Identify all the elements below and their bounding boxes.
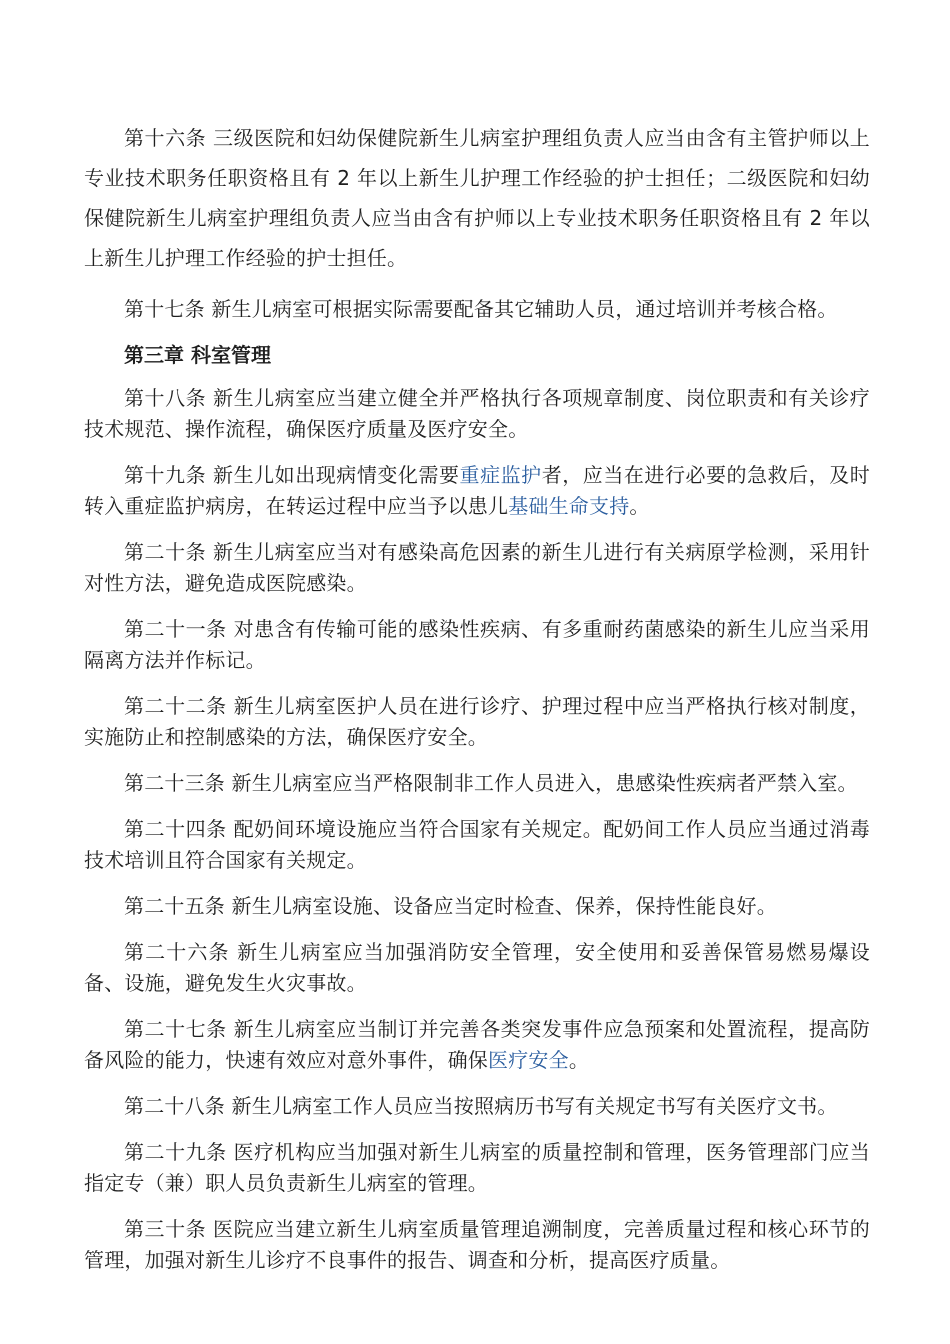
article-16: 第十六条 三级医院和妇幼保健院新生儿病室护理组负责人应当由含有主管护师以上专业技术职务任职资格且有 2 年以上新生儿护理工作经验的护士担任；二级医院和妇幼保健院新生儿病室护理组负责人应当由含有护师以上专业技术职务任职资格且有 2 年以上新生儿护理工作经验的护士担任。: [84, 126, 870, 270]
article-28: 第二十八条 新生儿病室工作人员应当按照病历书写有关规定书写有关医疗文书。: [124, 1094, 838, 1118]
article-17: 第十七条 新生儿病室可根据实际需要配备其它辅助人员，通过培训并考核合格。: [124, 297, 838, 321]
article-24: 第二十四条 配奶间环境设施应当符合国家有关规定。配奶间工作人员应当通过消毒技术培训且符合国家有关规定。: [84, 817, 870, 872]
chapter-heading: 第三章 科室管理: [124, 343, 271, 367]
article-27-text-1: 第二十七条 新生儿病室应当制订并完善各类突发事件应急预案和处置流程，提高防备风险的能力，快速有效应对意外事件，确保: [84, 1017, 870, 1072]
article-23: 第二十三条 新生儿病室应当严格限制非工作人员进入，患感染性疾病者严禁入室。: [124, 771, 858, 795]
link-basic-life-support[interactable]: 基础生命支持: [508, 494, 630, 518]
article-26: 第二十六条 新生儿病室应当加强消防安全管理，安全使用和妥善保管易燃易爆设备、设施，避免发生火灾事故。: [84, 940, 870, 995]
article-22: 第二十二条 新生儿病室医护人员在进行诊疗、护理过程中应当严格执行核对制度，实施防止和控制感染的方法，确保医疗安全。: [84, 694, 870, 749]
article-20: 第二十条 新生儿病室应当对有感染高危因素的新生儿进行有关病原学检测，采用针对性方法，避免造成医院感染。: [84, 540, 870, 595]
link-medical-safety[interactable]: 医疗安全: [488, 1048, 569, 1072]
document-page: [84, 118, 870, 1291]
article-19-text-2: 者，应当在进行必要的急救后，及时转入重症监护病房，在转运过程中应当予以患儿: [84, 463, 870, 518]
article-29: 第二十九条 医疗机构应当加强对新生儿病室的质量控制和管理，医务管理部门应当指定专（兼）职人员负责新生儿病室的管理。: [84, 1140, 870, 1195]
article-27-text-2: 。: [568, 1048, 590, 1072]
article-27: [84, 1014, 870, 1076]
article-19-text-3: 。: [629, 494, 650, 518]
article-21: 第二十一条 对患含有传输可能的感染性疾病、有多重耐药菌感染的新生儿应当采用隔离方法并作标记。: [84, 617, 870, 672]
article-19-text-1: 第十九条 新生儿如出现病情变化需要: [124, 463, 460, 487]
article-25: 第二十五条 新生儿病室设施、设备应当定时检查、保养，保持性能良好。: [124, 894, 777, 918]
article-19: [84, 460, 870, 522]
link-intensive-care[interactable]: 重症监护: [459, 463, 542, 487]
article-30: 第三十条 医院应当建立新生儿病室质量管理追溯制度，完善质量过程和核心环节的管理，加强对新生儿诊疗不良事件的报告、调查和分析，提高医疗质量。: [84, 1217, 870, 1272]
article-18: 第十八条 新生儿病室应当建立健全并严格执行各项规章制度、岗位职责和有关诊疗技术规范、操作流程，确保医疗质量及医疗安全。: [84, 386, 870, 441]
